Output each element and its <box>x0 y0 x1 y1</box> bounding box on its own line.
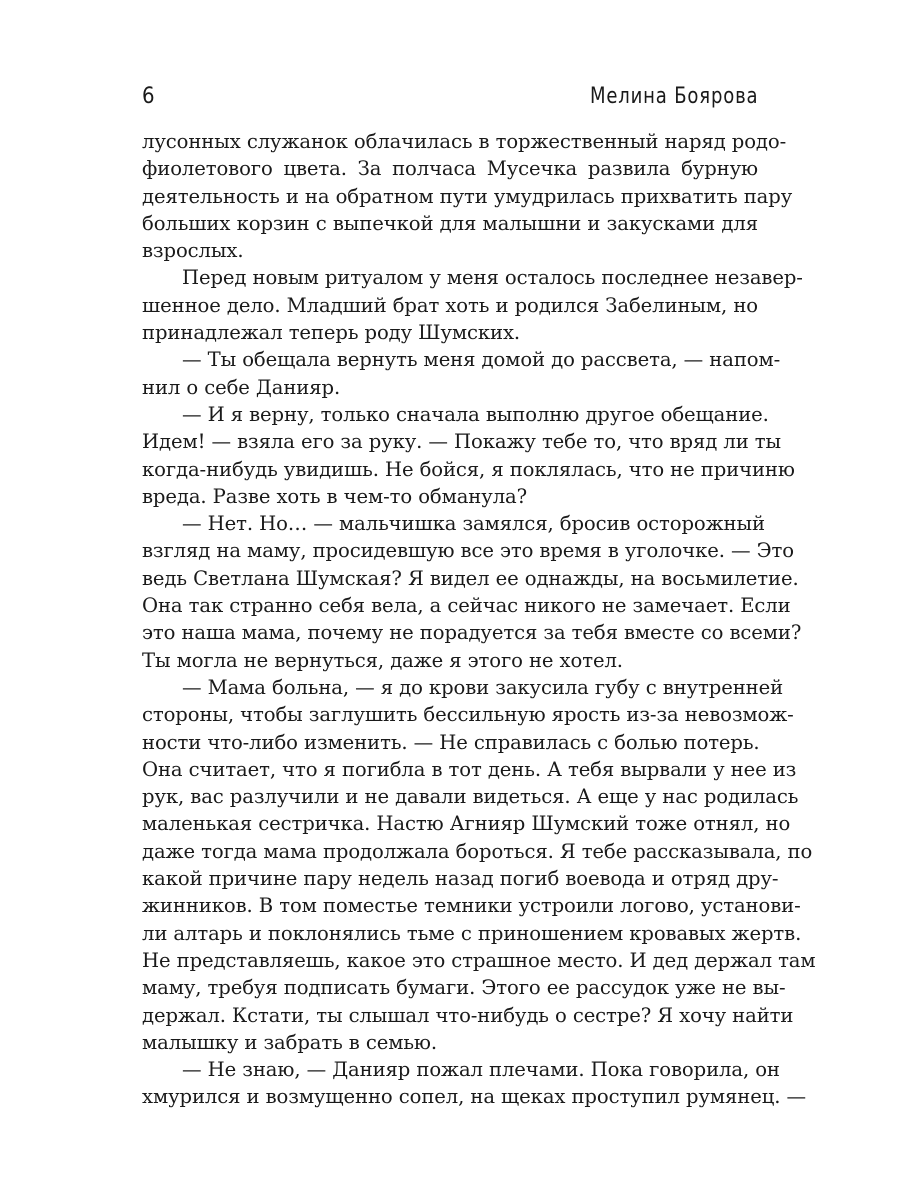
text-line: малышку и забрать в семью. <box>142 1030 438 1054</box>
text-line: Она считает, что я погибла в тот день. А тебя вырвали у нее из <box>142 757 797 781</box>
text-line: — Нет. Но… — мальчишка замялся, бросив осторожный <box>182 512 765 536</box>
text-line: вреда. Разве хоть в чем-то обманула? <box>142 484 528 508</box>
text-line: больших корзин с выпечкой для малышни и закусками для <box>142 211 758 235</box>
text-line: Перед новым ритуалом у меня осталось последнее незавер- <box>182 266 803 290</box>
text-line: Ты могла не вернуться, даже я этого не хотел. <box>142 648 623 672</box>
text-line: — Не знаю, — Данияр пожал плечами. Пока говорила, он <box>182 1058 780 1082</box>
text-line: деятельность и на обратном пути умудрилась прихватить пару <box>142 184 793 208</box>
text-line: — И я верну, только сначала выполню другое обещание. <box>182 402 769 426</box>
text-line: нил о себе Данияр. <box>142 375 341 399</box>
text-line: взгляд на маму, просидевшую все это время в уголочке. — Это <box>142 539 794 563</box>
text-line: взрослых. <box>142 239 244 263</box>
text-line: Идем! — взяла его за руку. — Покажу тебе то, что вряд ли ты <box>142 430 782 454</box>
running-head-author: Мелина Боярова <box>589 84 758 109</box>
text-line: ности что-либо изменить. — Не справилась с болью потерь. <box>142 730 760 754</box>
text-line: даже тогда мама продолжала бороться. Я тебе рассказывала, по <box>142 839 813 863</box>
text-line: Она так странно себя вела, а сейчас никого не замечает. Если <box>142 594 791 618</box>
text-line: держал. Кстати, ты слышал что-нибудь о сестре? Я хочу найти <box>142 1003 794 1027</box>
text-line: маму, требуя подписать бумаги. Этого ее рассудок уже не вы- <box>142 976 786 1000</box>
text-line: ведь Светлана Шумская? Я видел ее однажды, на восьмилетие. <box>142 566 799 590</box>
text-line: — Мама больна, — я до крови закусила губу с внутренней <box>182 675 784 699</box>
text-line: шенное дело. Младший брат хоть и родился Забелиным, но <box>142 293 758 317</box>
text-line: принадлежал теперь роду Шумских. <box>142 321 521 345</box>
text-line: это наша мама, почему не порадуется за тебя вместе со всеми? <box>142 621 802 645</box>
page-number: 6 <box>142 84 155 109</box>
text-line: какой причине пару недель назад погиб воевода и отряд дру- <box>142 867 779 891</box>
text-line: рук, вас разлучили и не давали видеться. А еще у нас родилась <box>142 785 799 809</box>
text-line: когда-нибудь увидишь. Не бойся, я поклялась, что не причиню <box>142 457 795 481</box>
body-text <box>142 128 816 1111</box>
text-line: хмурился и возмущенно сопел, на щеках проступил румянец. — <box>142 1085 806 1109</box>
text-line: жинников. В том поместье темники устроили логово, установи- <box>142 894 801 918</box>
text-line: — Ты обещала вернуть меня домой до рассвета, — напом- <box>182 348 781 372</box>
text-line: Не представляешь, какое это страшное место. И дед держал там <box>142 948 816 972</box>
text-line: стороны, чтобы заглушить бессильную ярость из-за невозмож- <box>142 703 794 727</box>
text-line: лусонных служанок облачилась в торжественный наряд родо- <box>142 130 787 153</box>
text-line: маленькая сестричка. Настю Агнияр Шумский тоже отнял, но <box>142 812 791 836</box>
text-line: ли алтарь и поклонялись тьме с приношением кровавых жертв. <box>142 921 802 945</box>
page-header <box>142 84 758 114</box>
text-line: фиолетового цвета. За полчаса Мусечка развила бурную <box>142 157 758 181</box>
